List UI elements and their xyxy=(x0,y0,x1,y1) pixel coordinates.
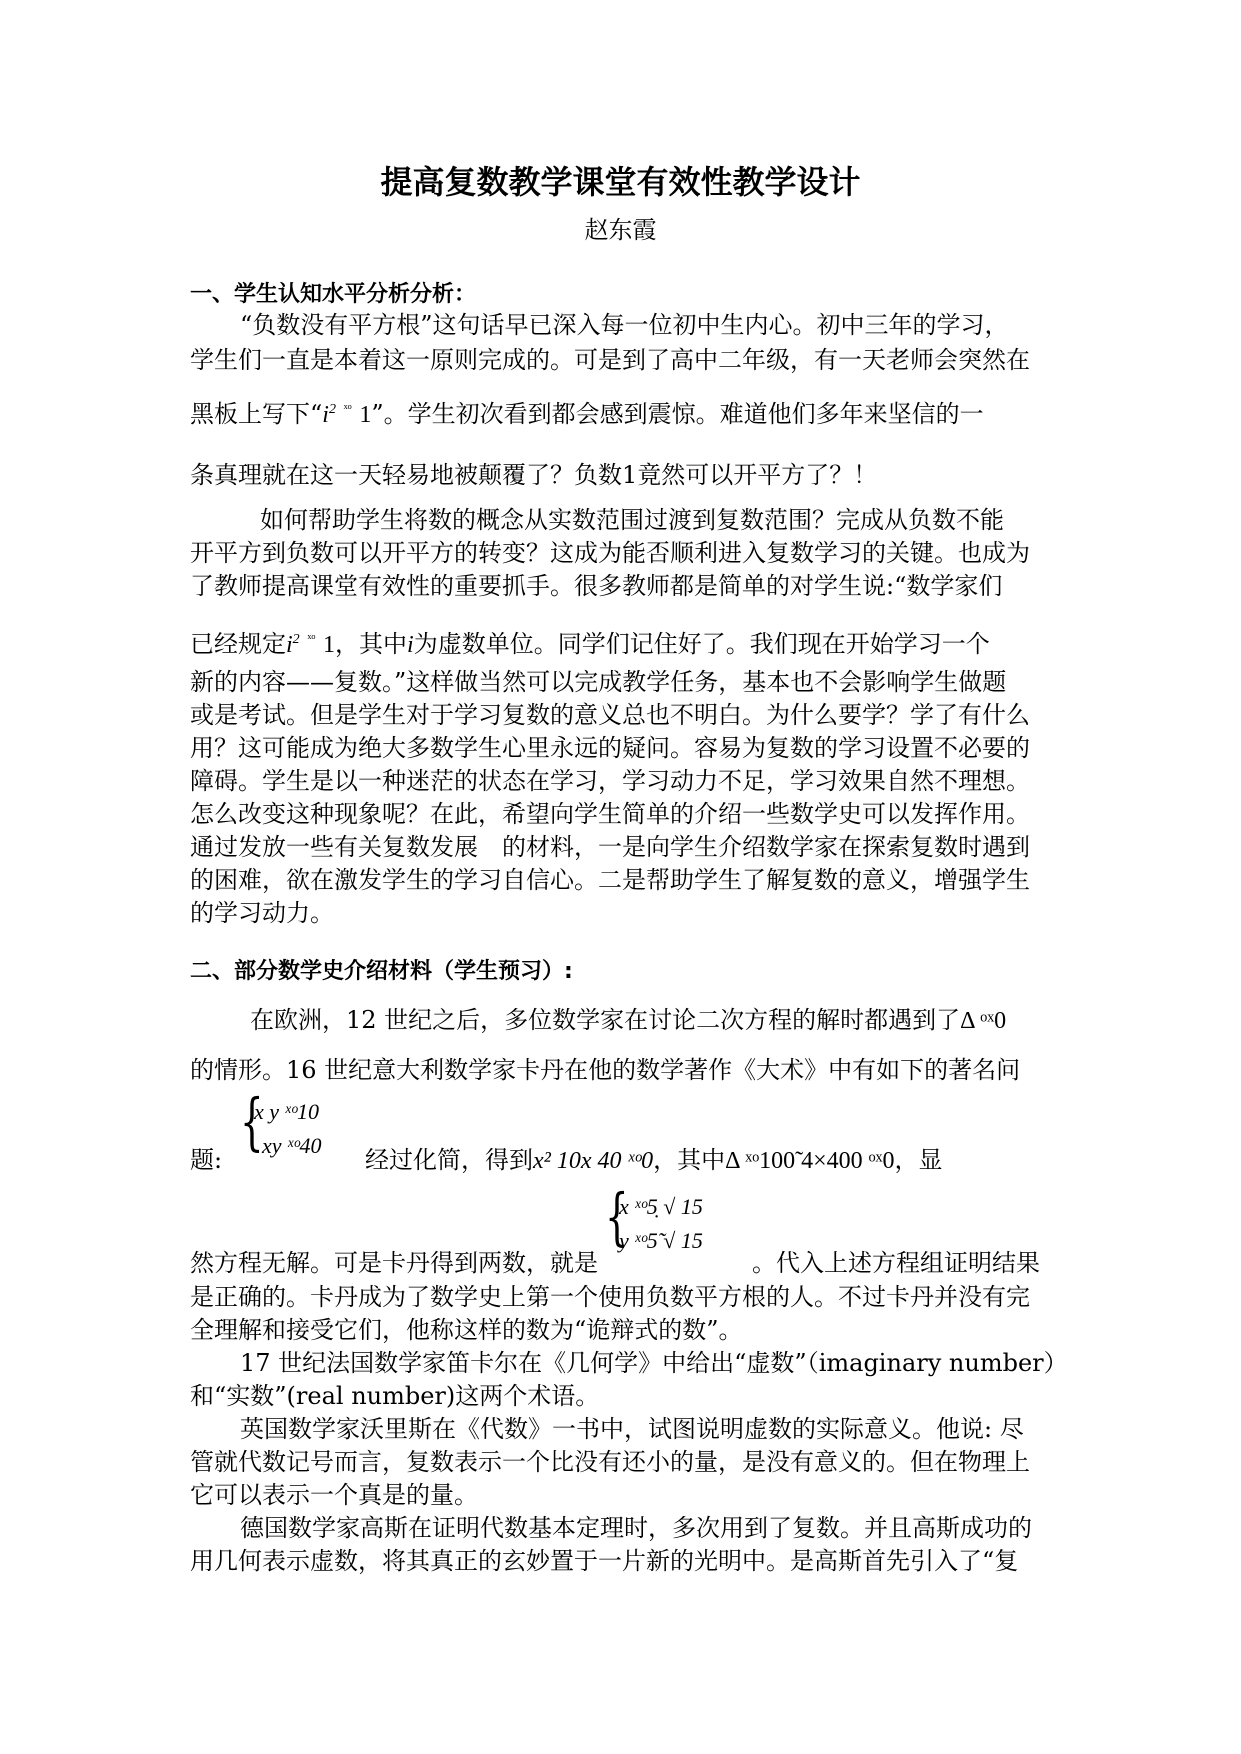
paragraph-line: 通过发放一些有关复数发展 的材料，一是向学生介绍数学家在探索复数时遇到 xyxy=(190,833,1030,861)
paragraph-line: 的学习动力。 xyxy=(190,899,334,927)
text-fragment: ，显 xyxy=(894,1146,943,1174)
text-fragment: 为虚数单位。同学们记住好了。我们现在开始学习一个 xyxy=(413,630,990,658)
math-glyph: ˣᵒ xyxy=(307,632,316,647)
paragraph-line: 了教师提高课堂有效性的重要抓手。很多教师都是简单的对学生说:“数学家们 xyxy=(190,572,1003,600)
text-fragment: ，其中 xyxy=(335,630,408,658)
paragraph-line: 新的内容——复数。”这样做当然可以完成教学任务，基本也不会影响学生做题 xyxy=(190,668,1007,696)
paragraph-line: 用？这可能成为绝大多数学生心里永远的疑问。容易为复数的学习设置不必要的 xyxy=(190,734,1030,762)
text-fragment: 然方程无解。可是卡丹得到两数，就是 xyxy=(190,1249,598,1277)
paragraph-line: 和“实数”(real number)这两个术语。 xyxy=(190,1382,600,1410)
section1-heading: 一、学生认知水平分析分析： xyxy=(190,282,477,307)
paragraph-line: 学生们一直是本着这一原则完成的。可是到了高中二年级，有一天老师会突然在 xyxy=(190,346,1030,374)
math-delta: Δ ˣᵒ100̃ 4×400 ᵒˣ0 xyxy=(725,1148,895,1174)
paragraph-line: 用几何表示虚数，将其真正的玄妙置于一片新的光明中。是高斯首先引入了“复 xyxy=(190,1547,1019,1575)
equation-line: x ˣᵒ5̣ √ 15 xyxy=(619,1194,703,1219)
paragraph-line: 题: xyxy=(190,1146,223,1174)
brace-icon: { xyxy=(240,1085,264,1158)
equation-system-2 xyxy=(605,1180,765,1262)
paragraph-line: 的情形。16 世纪意大利数学家卡丹在他的数学著作《大术》中有如下的著名问 xyxy=(190,1056,1021,1084)
paragraph-line: 开平方到负数可以开平方的转变？这成为能否顺利进入复数学习的关键。也成为 xyxy=(190,539,1030,567)
paragraph-line: 它可以表示一个真是的量。 xyxy=(190,1481,478,1509)
math-one: 1 xyxy=(323,632,336,658)
math-equation: x² 10x 40 ˣᵒ0 xyxy=(533,1148,654,1174)
text-fragment: ”。学生初次看到都会感到震惊。难道他们多年来坚信的一 xyxy=(371,400,984,428)
math-i-squared: $i^2$ xyxy=(322,402,336,428)
paragraph-line xyxy=(190,625,990,660)
brace-icon: { xyxy=(605,1180,629,1253)
equation-system-1 xyxy=(240,1085,360,1167)
paragraph-line: 17 世纪法国数学家笛卡尔在《几何学》中给出“虚数”（imaginary number） xyxy=(240,1349,1068,1377)
paragraph-line xyxy=(365,1145,943,1176)
math-i-squared: $i^2$ xyxy=(286,632,300,658)
section2-heading: 二、部分数学史介绍材料（学生预习）: xyxy=(190,959,573,984)
paragraph-line: 全理解和接受它们，他称这样的数为“诡辩式的数”。 xyxy=(190,1316,743,1344)
text-fragment: 已经规定 xyxy=(190,630,286,658)
math-one: 1 xyxy=(359,402,372,428)
paragraph-line: 的困难，欲在激发学生的学习自信心。二是帮助学生了解复数的意义，增强学生 xyxy=(190,866,1030,894)
equation-line: x y ˣᵒ10 xyxy=(254,1099,320,1124)
paragraph-line: 障碍。学生是以一种迷茫的状态在学习，学习动力不足，学习效果自然不理想。 xyxy=(190,767,1030,795)
equation-line: xy ˣᵒ40 xyxy=(262,1133,322,1158)
page-title: 提高复数教学课堂有效性教学设计 xyxy=(380,163,861,201)
text-fragment: ，其中 xyxy=(653,1146,726,1174)
paragraph-line xyxy=(190,395,984,430)
paragraph-line: 是正确的。卡丹成为了数学史上第一个使用负数平方根的人。不过卡丹并没有完 xyxy=(190,1283,1030,1311)
paragraph-line: 如何帮助学生将数的概念从实数范围过渡到复数范围？完成从负数不能 xyxy=(260,506,1004,534)
paragraph-line: 英国数学家沃里斯在《代数》一书中，试图说明虚数的实际意义。他说: 尽 xyxy=(240,1415,1024,1443)
math-delta-zero: Δ ᵒˣ0 xyxy=(960,1008,1007,1034)
paragraph-line: “负数没有平方根”这句话早已深入每一位初中生内心。初中三年的学习， xyxy=(240,311,1009,339)
math-i: i xyxy=(407,632,414,658)
math-glyph: ˣᵒ xyxy=(343,402,352,417)
paragraph-line xyxy=(250,1005,1006,1036)
paragraph-line: 条真理就在这一天轻易地被颠覆了？负数1竟然可以开平方了？！ xyxy=(190,461,878,489)
paragraph-line: 德国数学家高斯在证明代数基本定理时，多次用到了复数。并且高斯成功的 xyxy=(240,1514,1032,1542)
text-fragment: 在欧洲，12 世纪之后，多位数学家在讨论二次方程的解时都遇到了 xyxy=(250,1006,961,1034)
author: 赵东霞 xyxy=(584,216,657,244)
text-fragment: 黑板上写下“ xyxy=(190,400,323,428)
paragraph-line: 管就代数记号而言，复数表示一个比没有还小的量，是没有意义的。但在物理上 xyxy=(190,1448,1030,1476)
equation-line: y ˣᵒ5̃ √ 15 xyxy=(619,1228,703,1253)
paragraph-line xyxy=(190,1248,598,1278)
text-fragment: 经过化简，得到 xyxy=(365,1146,533,1174)
paragraph-line: 或是考试。但是学生对于学习复数的意义总也不明白。为什么要学？学了有什么 xyxy=(190,701,1030,729)
paragraph-line: 怎么改变这种现象呢？在此，希望向学生简单的介绍一些数学史可以发挥作用。 xyxy=(190,800,1030,828)
paragraph-line: 。代入上述方程组证明结果 xyxy=(752,1249,1040,1277)
